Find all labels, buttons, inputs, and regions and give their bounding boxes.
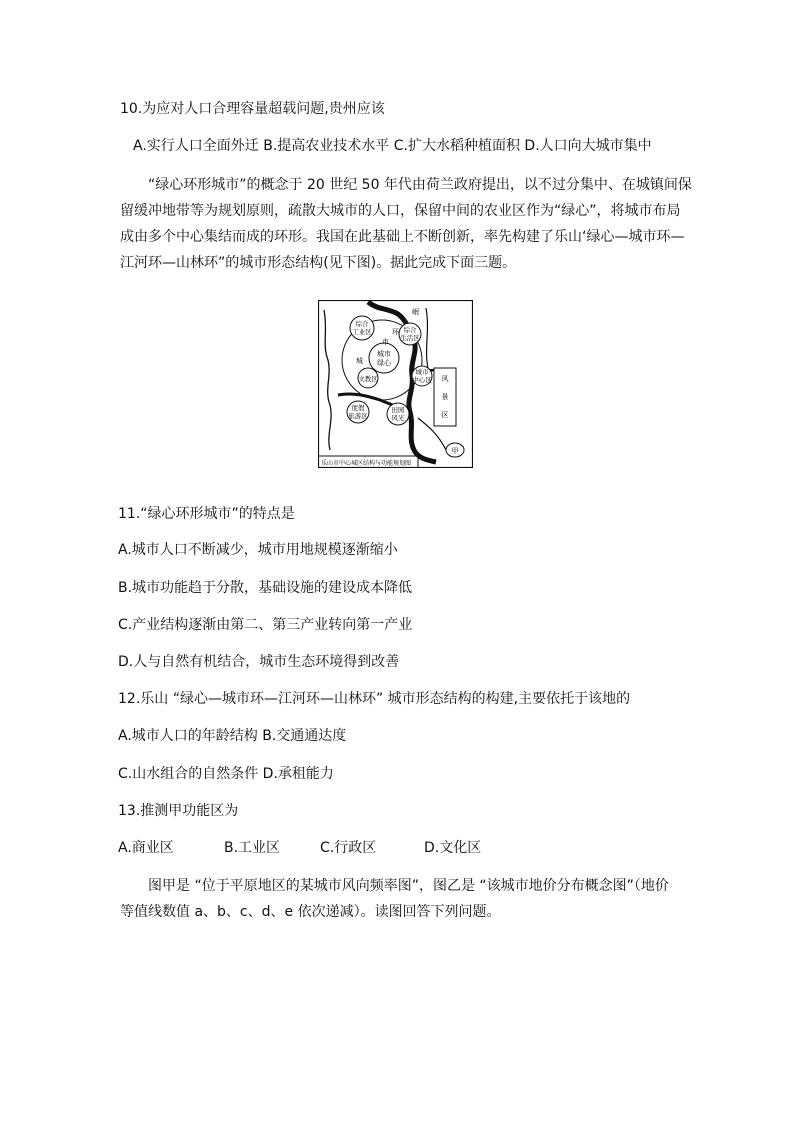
industrial-label-2: 工业区: [352, 328, 372, 336]
q13-option-a: A.商业区: [118, 840, 174, 856]
resort-label-2: 旅游区: [348, 412, 368, 420]
intro2-line2: 等值线数值 a、b、c、d、e 依次递减）。读图回答下列问题。: [120, 904, 501, 920]
leshan-city-structure-map: [318, 300, 473, 468]
intro1-line3: 成由多个中心集结而成的环形。我国在此基础上不断创新，率先构建了乐山‘绿心—城市环—: [120, 229, 685, 245]
river-top-label: 岷: [412, 308, 419, 316]
cbd-label-2: 中心区: [412, 376, 432, 384]
q13-option-d: D.文化区: [424, 840, 482, 856]
resort-label-1: 度假: [351, 404, 365, 412]
q11-option-c: C.产业结构逐渐由第二、第三产业转向第一产业: [118, 617, 413, 633]
living-label-2: 生活区: [400, 334, 420, 342]
q11-option-a: A.城市人口不断减少，城市用地规模逐渐缩小: [118, 542, 398, 558]
city-ring-label-2: 市: [382, 338, 389, 346]
q10-options: A.实行人口全面外迁 B.提高农业技术水平 C.扩大水稻种植面积 D.人口向大城市集中: [133, 138, 652, 154]
q10-stem: 10.为应对人口合理容量超载问题,贵州应该: [120, 101, 385, 117]
q12-options-ab: A.城市人口的年龄结构 B.交通通达度: [118, 728, 347, 744]
scenic-label-3: 区: [441, 411, 449, 419]
q11-option-b: B.城市功能趋于分散，基础设施的建设成本降低: [118, 580, 413, 596]
q13-option-c: C.行政区: [320, 840, 377, 856]
q12-stem: 12.乐山 “绿心—城市环—江河环—山林环” 城市形态结构的构建,主要依托于该地的: [118, 691, 631, 707]
intro2-line1: 图甲是 “位于平原地区的某城市风向频率图”，图乙是 “该城市地价分布概念图”（地价: [148, 878, 669, 894]
map-caption: 乐山市中心城区结构与功能规划图: [321, 460, 412, 467]
q13-option-b: B.工业区: [224, 840, 281, 856]
green-heart-label-2: 绿心: [377, 359, 391, 367]
q11-option-d: D.人与自然有机结合，城市生态环境得到改善: [118, 654, 400, 670]
industrial-label-1: 综合: [355, 320, 369, 328]
intro1-line2: 留缓冲地带等为规划原则，疏散大城市的人口，保留中间的农业区作为“绿心”，将城市布局: [120, 203, 681, 219]
scenic-label-1: 风: [441, 375, 449, 383]
edu-label: 文教区: [358, 375, 378, 383]
living-label-1: 综合: [403, 326, 417, 334]
cbd-label-1: 城市: [415, 368, 429, 376]
jia-label: 甲: [451, 447, 459, 455]
green-heart-label-1: 城市: [377, 350, 391, 358]
city-ring-label-1: 环: [392, 328, 399, 336]
q12-options-cd: C.山水组合的自然条件 D.承租能力: [118, 766, 334, 782]
scenic-label-2: 景: [441, 393, 449, 401]
q13-stem: 13.推测甲功能区为: [118, 803, 239, 819]
intro1-line4: 江河环—山林环”的城市形态结构(见下图)。据此完成下面三题。: [120, 255, 517, 271]
q11-stem: 11.“绿心环形城市”的特点是: [118, 506, 295, 522]
pastoral-label-1: 田园: [391, 406, 405, 414]
intro1-line1: “绿心环形城市”的概念于 20 世纪 50 年代由荷兰政府提出，以不过分集中、在城镇间保: [148, 177, 692, 193]
pastoral-label-2: 风光: [391, 414, 405, 422]
city-left-label: 城: [356, 357, 363, 365]
